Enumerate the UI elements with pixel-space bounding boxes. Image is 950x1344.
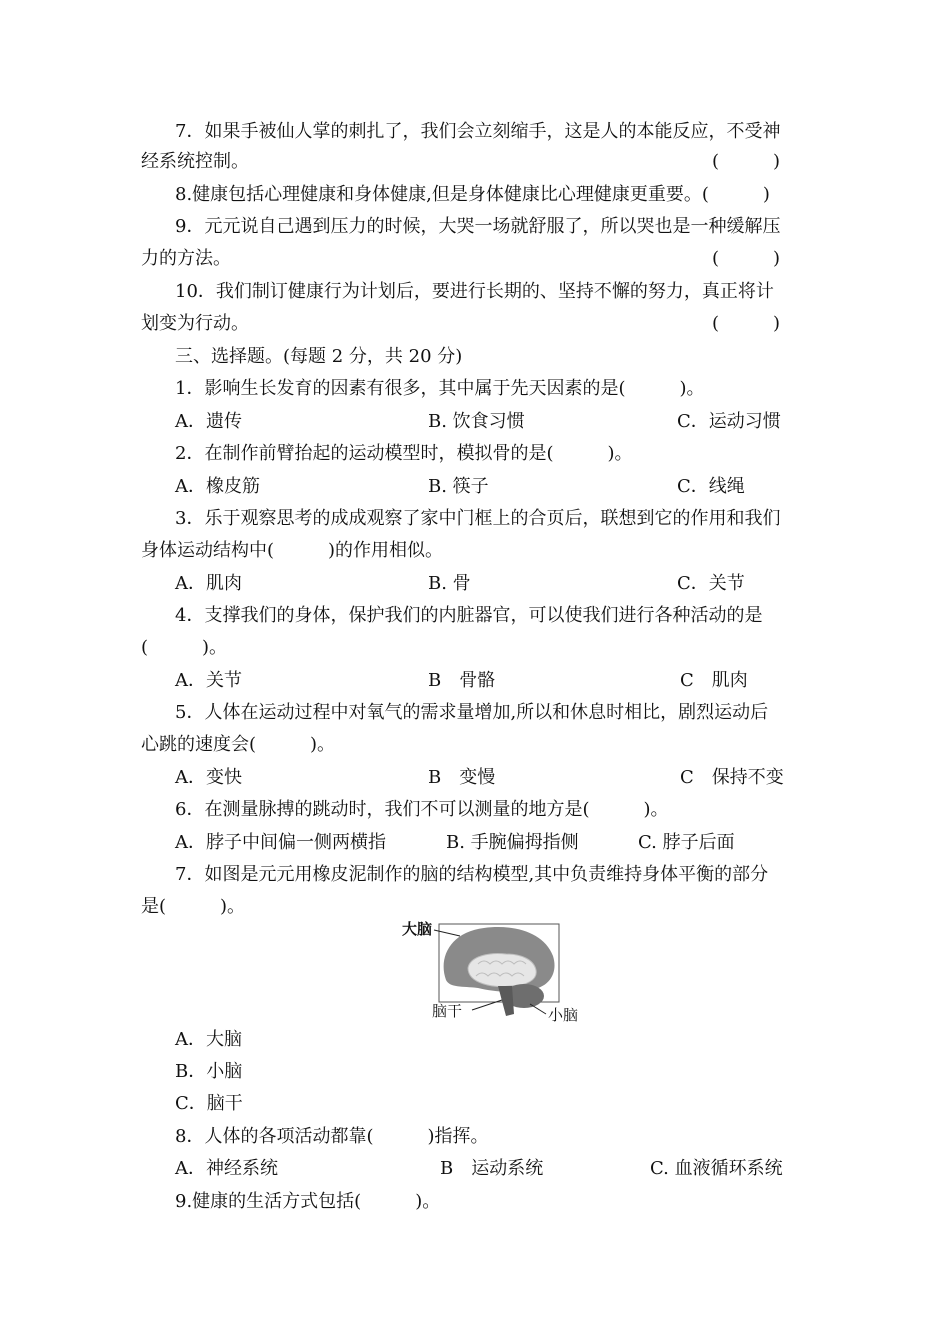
- mc-2-option-a[interactable]: A．橡皮筋: [175, 476, 260, 497]
- mc-8-option-c[interactable]: C. 血液循环系统: [650, 1158, 783, 1179]
- mc-5-option-a[interactable]: A．变快: [175, 767, 242, 788]
- mc-2-question: 2．在制作前臂抬起的运动模型时，模拟骨的是( )。: [175, 443, 633, 464]
- mc-4-option-b[interactable]: B 骨骼: [428, 670, 496, 691]
- mc-7-option-c[interactable]: C．脑干: [175, 1093, 243, 1114]
- mc-4-question-line-1: 4．支撑我们的身体，保护我们的内脏器官，可以使我们进行各种活动的是: [175, 605, 763, 626]
- mc-7-question-line-1: 7．如图是元元用橡皮泥制作的脑的结构模型,其中负责维持身体平衡的部分: [175, 864, 769, 885]
- mc-5-question-line-1: 5．人体在运动过程中对氧气的需求量增加,所以和休息时相比，剧烈运动后: [175, 702, 769, 723]
- mc-5-question-line-2: 心跳的速度会( )。: [141, 734, 336, 755]
- mc-6-option-a[interactable]: A．脖子中间偏一侧两横指: [175, 832, 386, 853]
- tf-7-answer-blank[interactable]: ( ): [712, 151, 781, 172]
- tf-10-line-2: 划变为行动。: [141, 313, 249, 334]
- mc-1-option-c[interactable]: C．运动习惯: [677, 411, 781, 432]
- mc-3-option-c[interactable]: C．关节: [677, 573, 745, 594]
- mc-3-question-line-1: 3．乐于观察思考的成成观察了家中门框上的合页后，联想到它的作用和我们: [175, 508, 781, 529]
- mc-3-option-b[interactable]: B. 骨: [428, 573, 471, 594]
- mc-1-option-a[interactable]: A．遗传: [175, 411, 242, 432]
- mc-7-question-line-2: 是( )。: [141, 896, 246, 917]
- mc-3-question-line-2: 身体运动结构中( )的作用相似。: [141, 540, 444, 561]
- mc-4-option-a[interactable]: A．关节: [175, 670, 242, 691]
- mc-8-option-a[interactable]: A．神经系统: [175, 1158, 278, 1179]
- mc-4-option-c[interactable]: C 肌肉: [680, 670, 748, 691]
- tf-7-line-1: 7．如果手被仙人掌的刺扎了，我们会立刻缩手，这是人的本能反应，不受神: [175, 121, 781, 142]
- inner-folds-shape: [468, 954, 536, 987]
- mc-2-option-c[interactable]: C．线绳: [677, 476, 745, 497]
- tf-10-line-1: 10．我们制订健康行为计划后，要进行长期的、坚持不懈的努力，真正将计: [175, 281, 774, 302]
- label-brainstem: 脑干: [432, 1002, 463, 1020]
- mc-5-option-b[interactable]: B 变慢: [428, 767, 496, 788]
- section-3-heading: 三、选择题。(每题 2 分，共 20 分): [175, 346, 463, 367]
- mc-7-option-a[interactable]: A．大脑: [175, 1029, 242, 1050]
- mc-1-question: 1．影响生长发育的因素有很多，其中属于先天因素的是( )。: [175, 378, 705, 399]
- brain-model-figure: [398, 918, 588, 1028]
- mc-9-question: 9.健康的生活方式包括( )。: [175, 1191, 441, 1212]
- mc-6-option-c[interactable]: C. 脖子后面: [638, 832, 735, 853]
- mc-8-option-b[interactable]: B 运动系统: [440, 1158, 544, 1179]
- mc-6-question: 6．在测量脉搏的跳动时，我们不可以测量的地方是( )。: [175, 799, 669, 820]
- tf-10-answer-blank[interactable]: ( ): [712, 313, 781, 334]
- mc-6-option-b[interactable]: B. 手腕偏拇指侧: [446, 832, 579, 853]
- label-cerebrum: 大脑: [402, 920, 433, 938]
- cerebellum-pointer: [530, 1004, 546, 1014]
- tf-9-answer-blank[interactable]: ( ): [712, 248, 781, 269]
- mc-8-question: 8．人体的各项活动都靠( )指挥。: [175, 1126, 489, 1147]
- label-cerebellum: 小脑: [548, 1006, 579, 1024]
- mc-2-option-b[interactable]: B. 筷子: [428, 476, 489, 497]
- mc-4-question-line-2: ( )。: [141, 637, 228, 658]
- tf-9-line-2: 力的方法。: [141, 248, 231, 269]
- brain-diagram: [398, 918, 588, 1028]
- mc-3-option-a[interactable]: A．肌肉: [175, 573, 242, 594]
- mc-1-option-b[interactable]: B. 饮食习惯: [428, 411, 525, 432]
- mc-5-option-c[interactable]: C 保持不变: [680, 767, 784, 788]
- tf-9-line-1: 9．元元说自己遇到压力的时候，大哭一场就舒服了，所以哭也是一种缓解压: [175, 216, 781, 237]
- tf-7-line-2: 经系统控制。: [141, 151, 249, 172]
- mc-7-option-b[interactable]: B．小脑: [175, 1061, 243, 1082]
- tf-8-line-1: 8.健康包括心理健康和身体健康,但是身体健康比心理健康更重要。( ): [175, 184, 770, 205]
